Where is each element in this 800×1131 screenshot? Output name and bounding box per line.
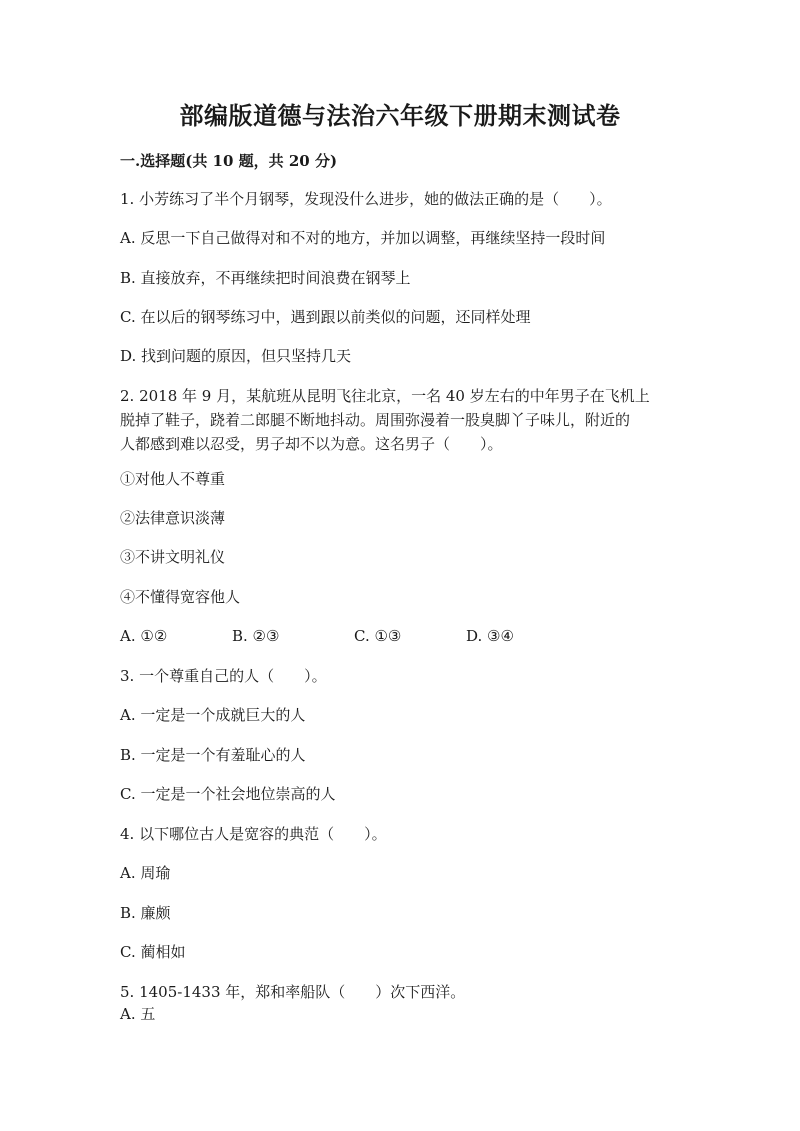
question-2-option-d: D. ③④: [466, 627, 514, 645]
question-3-stem: 3. 一个尊重自己的人（ ）。: [120, 667, 327, 685]
question-3-option-b: B. 一定是一个有羞耻心的人: [120, 746, 306, 764]
question-2-item: ③不讲文明礼仪: [120, 548, 226, 566]
question-1-stem: 1. 小芳练习了半个月钢琴，发现没什么进步，她的做法正确的是（ ）。: [120, 190, 612, 208]
question-4-option-c: C. 蔺相如: [120, 943, 186, 961]
question-1-option-c: C. 在以后的钢琴练习中，遇到跟以前类似的问题，还同样处理: [120, 308, 531, 326]
question-2-item: ④不懂得宽容他人: [120, 588, 241, 606]
question-2-item: ②法律意识淡薄: [120, 509, 226, 527]
section-heading: 一.选择题(共 10 题，共 20 分): [120, 152, 338, 170]
question-2-option-b: B. ②③: [232, 627, 280, 645]
question-4-option-b: B. 廉颇: [120, 904, 171, 922]
question-3-option-c: C. 一定是一个社会地位崇高的人: [120, 785, 336, 803]
question-2-stem-line: 脱掉了鞋子，跷着二郎腿不断地抖动。周围弥漫着一股臭脚丫子味儿，附近的: [120, 411, 631, 429]
question-2-option-c: C. ①③: [354, 627, 402, 645]
question-1-option-d: D. 找到问题的原因，但只坚持几天: [120, 347, 352, 365]
question-5-stem: 5. 1405-1433 年，郑和率船队（ ）次下西洋。: [120, 983, 466, 1001]
question-1-option-b: B. 直接放弃，不再继续把时间浪费在钢琴上: [120, 269, 411, 287]
question-4-stem: 4. 以下哪位古人是宽容的典范（ ）。: [120, 825, 387, 843]
question-5-option-a: A. 五: [120, 1005, 156, 1023]
question-2-item: ①对他人不尊重: [120, 470, 226, 488]
question-2-option-a: A. ①②: [120, 627, 168, 645]
question-4-option-a: A. 周瑜: [120, 864, 171, 882]
question-2-stem: [120, 384, 680, 456]
question-1-option-a: A. 反思一下自己做得对和不对的地方，并加以调整，再继续坚持一段时间: [120, 229, 606, 247]
question-2-options: [120, 624, 680, 648]
page-title: 部编版道德与法治六年级下册期末测试卷: [179, 101, 621, 130]
question-2-stem-line: 2. 2018 年 9 月，某航班从昆明飞往北京，一名 40 岁左右的中年男子在飞机上: [120, 387, 650, 405]
question-3-option-a: A. 一定是一个成就巨大的人: [120, 706, 306, 724]
question-2-stem-line: 人都感到难以忍受，男子却不以为意。这名男子（ ）。: [120, 435, 503, 453]
